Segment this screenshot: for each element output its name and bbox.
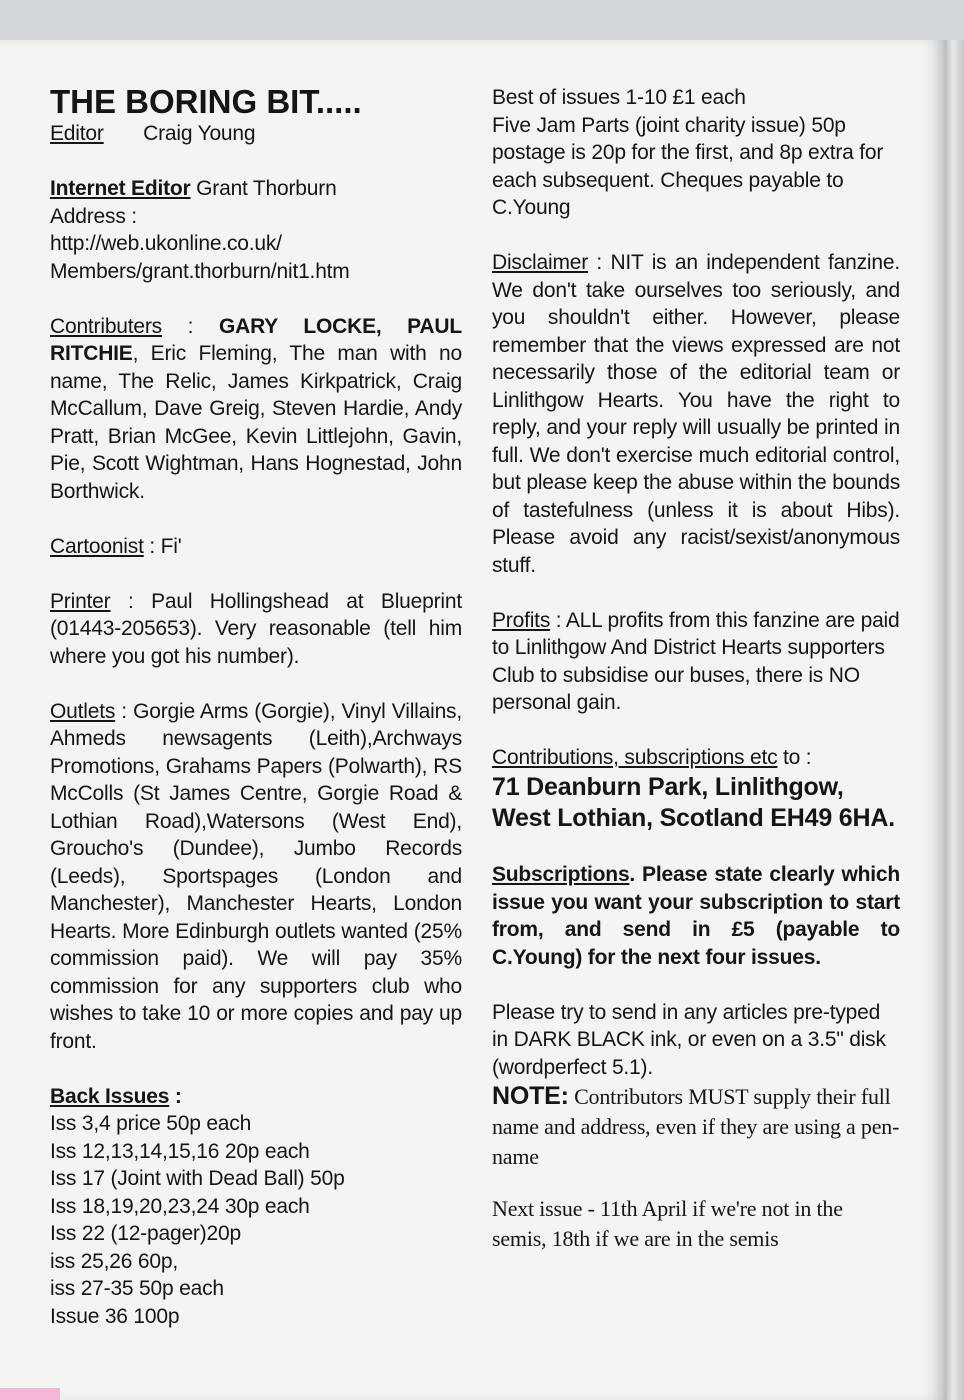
contributors-label: Contributers — [50, 314, 162, 338]
pink-corner-mark — [0, 1388, 60, 1400]
contributions-label: Contributions, subscriptions etc — [492, 746, 778, 769]
postage-text: postage is 20p for the first, and 8p extra for each subsequent. Cheques payable to C.Young — [492, 141, 884, 219]
contributors-section — [50, 313, 462, 506]
back-issue-item: Issue 36 100p — [50, 1304, 180, 1328]
cartoonist-name: : Fi' — [143, 534, 182, 558]
best-of-price: Best of issues 1-10 £1 each — [492, 86, 746, 109]
printer-label: Printer — [50, 589, 111, 613]
back-issue-item: Iss 17 (Joint with Dead Ball) 50p — [50, 1167, 345, 1190]
printer-section — [50, 588, 462, 671]
editor-label: Editor — [50, 122, 104, 145]
articles-note: Please try to send in any articles pre-typed in DARK BLACK ink, or even on a 3.5" disk (wordperfect 5.1). — [492, 1000, 886, 1079]
internet-editor-label: Internet Editor — [50, 177, 191, 200]
web-address-line1: http://web.ukonline.co.uk/ — [50, 232, 282, 255]
back-issue-item: Iss 12,13,14,15,16 20p each — [50, 1139, 310, 1163]
back-issue-item: Iss 3,4 price 50p each — [50, 1112, 252, 1135]
jam-parts-price: Five Jam Parts (joint charity issue) 50p — [492, 113, 846, 137]
internet-editor-name: Grant Thorburn — [196, 177, 337, 200]
postal-address: 71 Deanburn Park, Linlithgow, West Lothian, Scotland EH49 6HA. — [492, 772, 895, 832]
subscriptions-text: . Please state clearly which issue you want your subscription to start from, and send in £5 (payable to C.Young) for the next four issues. — [492, 863, 900, 969]
profits-text: : ALL profits from this fanzine are paid to Linlithgow And District Hearts supporters Club to subsidise our buses, there is NO personal gain. — [492, 608, 900, 714]
printer-text: : Paul Hollingshead at Blueprint (01443-205653). Very reasonable (tell him where you got his number). — [50, 589, 462, 668]
back-issue-item: Iss 22 (12-pager)20p — [50, 1222, 241, 1245]
disclaimer-text: : NIT is an independent fanzine. We don't take ourselves too seriously, and you shouldn't either. However, please remember that the views expressed are not necessarily those of the editorial team or Linlithgow Hearts. You have the right to reply, and your reply will usually be printed in full. We don't exercise much editorial control, but please keep the abuse within the bounds of tastefulness (unless it is about Hibs). Please avoid any racist/sexist/anonymous stuff. — [492, 251, 900, 577]
back-issues-heading — [50, 1083, 462, 1111]
page-edge — [945, 40, 964, 1400]
contributions-line — [492, 744, 900, 772]
contributors-separator: : — [161, 314, 219, 338]
contributors-names: , Eric Fleming, The man with no name, The Relic, James Kirkpatrick, Craig McCallum, Dave Greig, Steven Hardie, Andy Pratt, Brian McGee, Kevin Littlejohn, Gavin, Pie, Scott Wightman, Hans Hognestad, John Borthwick. — [50, 342, 462, 503]
outlets-label: Outlets — [50, 699, 116, 723]
disclaimer-label: Disclaimer — [492, 251, 589, 274]
web-address-line2: Members/grant.thorburn/nit1.htm — [50, 259, 350, 283]
subscriptions-label: Subscriptions — [492, 863, 630, 886]
back-issue-item: iss 25,26 60p, — [50, 1249, 178, 1273]
editor-line — [50, 120, 462, 148]
right-column — [492, 84, 900, 1254]
back-issue-item: Iss 18,19,20,23,24 30p each — [50, 1194, 310, 1218]
outlets-text: : Gorgie Arms (Gorgie), Vinyl Villains, Ahmeds newsagents (Leith),Archways Promotions, Grahams Papers (Polwarth), RS McColls (St James Centre, Gorgie Road & Lothian Road),Watersons (West End), Groucho's (Dundee), Jumbo Records (Leeds), Sportspages (London and Manchester), Manchester Hearts, London Hearts. More Edinburgh outlets wanted (25% commission paid). We will pay 35% commission for any supporters club who wishes to take 10 or more copies and pay up front. — [50, 699, 462, 1053]
outlets-section — [50, 698, 462, 1056]
disclaimer-section — [492, 249, 900, 579]
address-label: Address : — [50, 204, 137, 228]
cartoonist-label: Cartoonist — [50, 534, 144, 558]
note-section — [492, 1081, 900, 1172]
back-issue-item: iss 27-35 50p each — [50, 1277, 224, 1300]
contributors-bold-names: GARY LOCKE, PAUL RITCHIE — [50, 314, 462, 365]
note-label: NOTE: — [492, 1082, 569, 1110]
subscriptions-section — [492, 861, 900, 971]
editor-name: Craig Young — [143, 122, 256, 145]
profits-section — [492, 607, 900, 717]
page-title: THE BORING BIT..... — [50, 83, 362, 120]
note-text: Contributors MUST supply their full name and address, even if they are using a pen-name — [492, 1084, 900, 1169]
scan-top-margin — [0, 0, 964, 40]
internet-editor-line — [50, 175, 462, 203]
contributions-suffix: to : — [777, 746, 812, 769]
back-issues-suffix: : — [169, 1084, 182, 1108]
profits-label: Profits — [492, 608, 551, 632]
next-issue-text: Next issue - 11th April if we're not in the semis, 18th if we are in the semis — [492, 1196, 843, 1251]
back-issues-label: Back Issues — [50, 1084, 170, 1108]
cartoonist-line — [50, 533, 462, 561]
left-column — [50, 84, 462, 1330]
